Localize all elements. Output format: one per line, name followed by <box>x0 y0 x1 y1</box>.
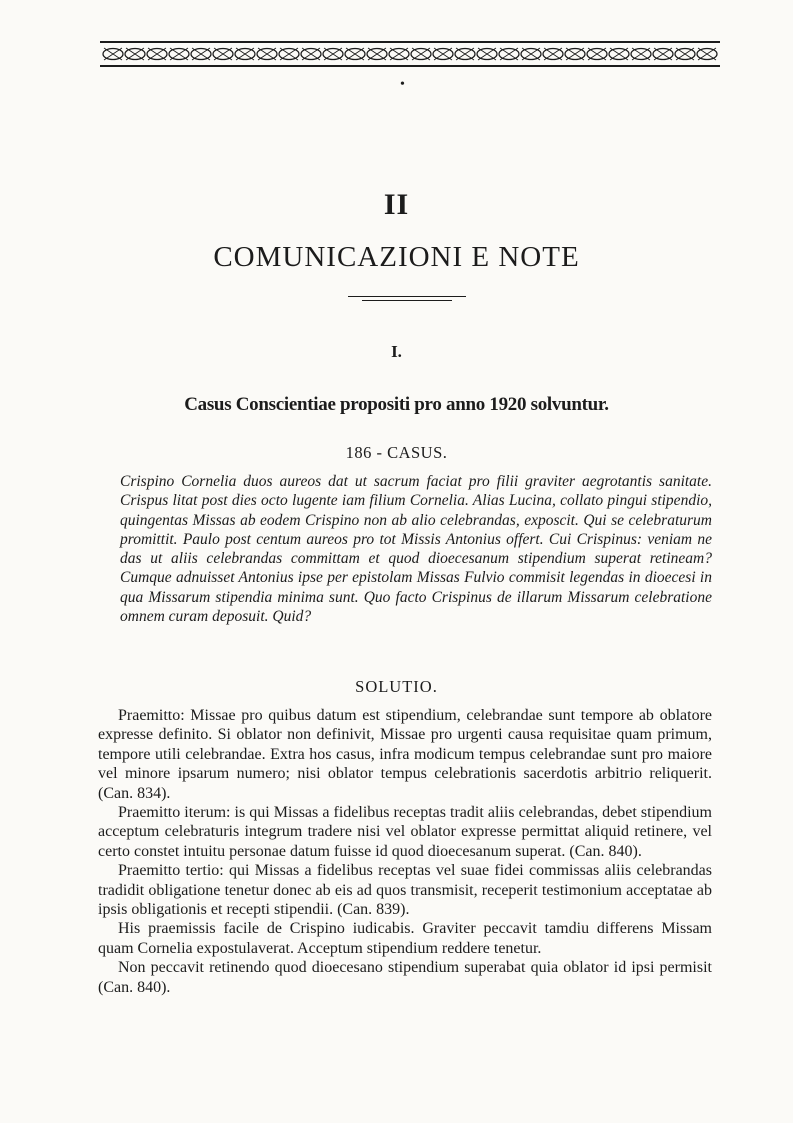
solutio-heading: SOLUTIO. <box>355 677 438 696</box>
article-numeral: I. <box>391 342 402 361</box>
ornament-dot: • <box>400 77 405 92</box>
paragraph: Non peccavit retinendo quod dioecesano stipendium superabat quia oblator id ipsi permisit (Can. 840). <box>98 959 712 996</box>
paragraph: Praemitto iterum: is qui Missas a fidelibus receptas tradit aliis celebrandas, debet stipendium acceptum celebraturis integrum tradere nisi vel oblator expresse permittat aliquid retinere, vel certo constet intuitu personae datum fuisse id quod dioecesanum superat. (Can. 840). <box>98 804 712 860</box>
solutio-body <box>98 706 712 997</box>
article-subtitle: Casus Conscientiae propositi pro anno 1920 solvuntur. <box>184 394 609 415</box>
title-rule-thin <box>362 300 452 301</box>
paragraph: Praemitto tertio: qui Missas a fidelibus receptas vel suae fidei commissas aliis celebrandas tradidit obligatione tenetur donec ab eis ad quos transmisit, receperit testimonium acceptatae ab ipsis obligationis et recepti stipendii. (Can. 839). <box>98 862 712 919</box>
paragraph: Praemitto: Missae pro quibus datum est stipendium, celebrandae sunt tempore ab oblatore expresse definito. Si oblator non definivit, Missae pro urgenti causa requisitae quam primum, tempore utili celebrandae. Extra hos casus, infra modicum tempus celebrandae sunt pro maiore vel minore ipsarum numero; nisi oblator tempus celebrationis sacerdotis arbitrio reliquerit. (Can. 834). <box>98 707 712 802</box>
casus-text: Crispino Cornelia duos aureos dat ut sacrum faciat pro filii graviter aegrotantis sanitate. Crispus litat post dies octo lugente iam filium Cornelia. Alias Lucina, collato pingui stipendio, quingentas Missas ab eodem Crispino non ab alio celebrandas, exposcit. Qui se celebraturum promittit. Paulo post centum aureos pro tot Missis Antonius offert. Cui Crispinus: veniam ne das ut aliis celebrandas committam et quod dioecesanum stipendium superat retineam? Cumque adnuisset Antonius ipse per epistolam Missas Fulvio commisit legendas in dioecesi in qua Missarum stipendia minima sunt. Quo facto Crispinus de illarum Missarum celebratione omnem curam deposuit. Quid? <box>120 473 712 626</box>
casus-heading: 186 - CASUS. <box>345 443 448 462</box>
title-rule <box>348 296 466 297</box>
paragraph: His praemissis facile de Crispino iudicabis. Graviter peccavit tamdiu differens Missam quam Cornelia expostulaverat. Acceptum stipendium reddere tenetur. <box>98 920 712 957</box>
section-title: COMUNICAZIONI E NOTE <box>213 241 580 273</box>
decorative-border <box>100 40 720 68</box>
chapter-number: II <box>383 188 410 221</box>
